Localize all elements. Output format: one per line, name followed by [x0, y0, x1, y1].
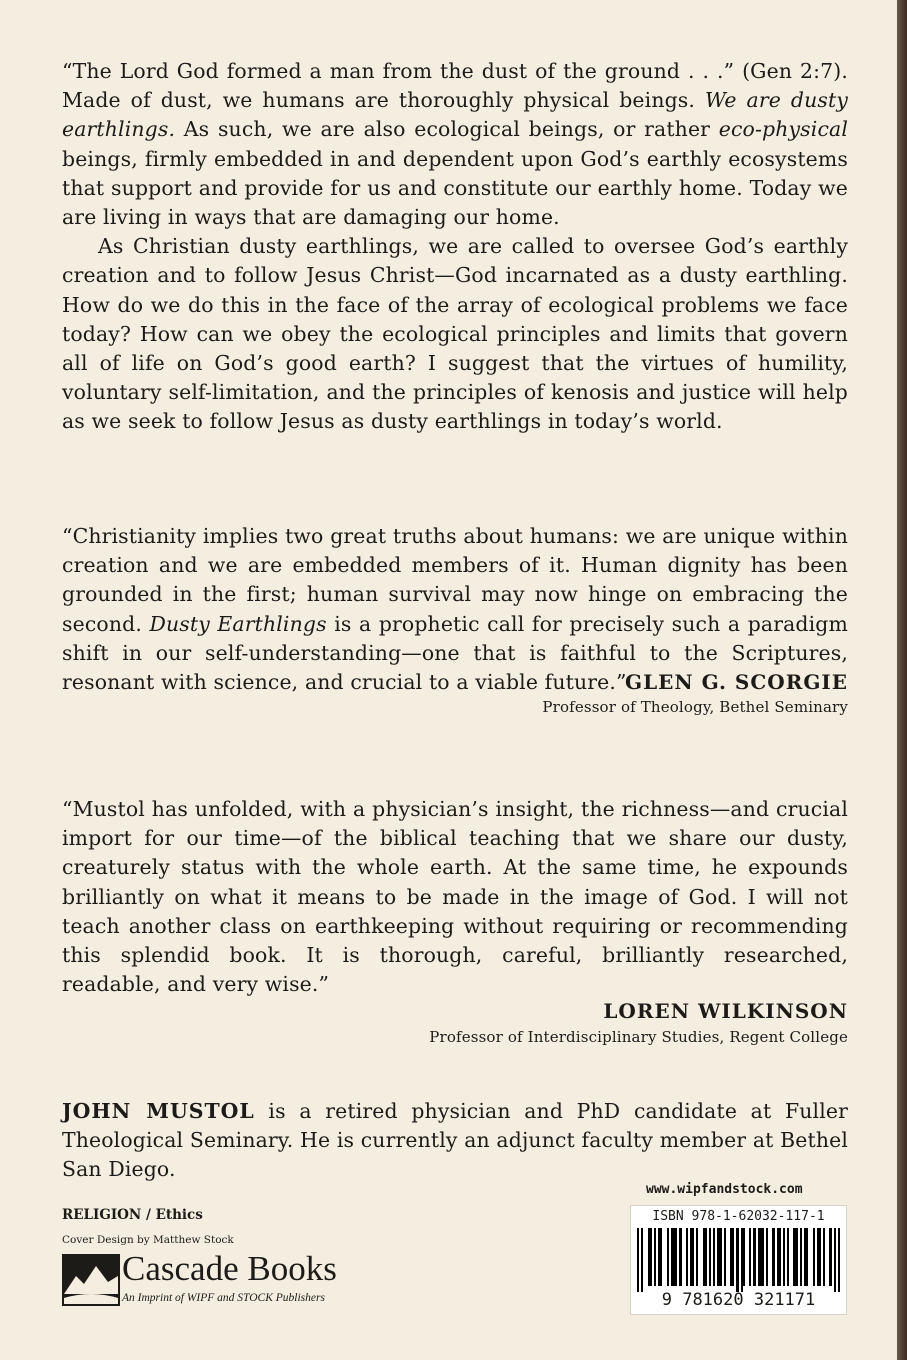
- endorser-affiliation: Professor of Interdisciplinary Studies, Regent College: [429, 1027, 848, 1046]
- barcode-bar: [736, 1228, 738, 1292]
- cover-edge: [897, 0, 907, 1360]
- barcode-bar: [696, 1228, 698, 1286]
- barcode-bar: [787, 1228, 789, 1286]
- endorser-name: GLEN G. SCORGIE: [624, 670, 848, 695]
- barcode-bar: [641, 1228, 643, 1292]
- barcode-bar: [749, 1228, 751, 1286]
- barcode-bar: [772, 1228, 774, 1286]
- barcode-bar: [800, 1228, 802, 1286]
- barcode-bar: [675, 1228, 677, 1286]
- barcode-bar: [732, 1228, 734, 1286]
- category-label: RELIGION / Ethics: [62, 1207, 203, 1223]
- barcode-bar: [806, 1228, 808, 1286]
- barcode-bar: [660, 1228, 662, 1286]
- barcode-bar: [762, 1228, 764, 1286]
- intro-paragraph-1: “The Lord God formed a man from the dust of the ground . . .” (Gen 2:7). Made of dust, we humans are thoroughly physical beings. We are dusty earthlings. As such, we are also ecological beings, or rather eco-physical beings, firmly embedded in and dependent upon God’s earthly ecosystems that support and provide for us and constitute our earthly home. Today we are living in ways that are damaging our home.: [62, 59, 848, 230]
- barcode-bar: [779, 1228, 781, 1286]
- barcode-bar: [679, 1228, 681, 1286]
- publisher-imprint: An Imprint of WIPF and STOCK Publishers: [122, 1292, 325, 1304]
- barcode-digits: 9 781620 321171: [661, 1290, 816, 1310]
- barcode-bar: [813, 1228, 815, 1286]
- endorser-affiliation: Professor of Theology, Bethel Seminary: [542, 698, 848, 717]
- barcode-bar: [796, 1228, 798, 1286]
- barcode-bar: [667, 1228, 669, 1286]
- author-bio-text: is a retired physician and PhD candidate at Fuller Theological Seminary. He is currently an adjunct faculty member at Bethel San Diego.: [62, 1099, 848, 1182]
- barcode-bar: [823, 1228, 825, 1286]
- cover-design-credit: Cover Design by Matthew Stock: [62, 1234, 234, 1246]
- publisher-logo: [62, 1249, 382, 1312]
- mountain-logo-icon: [62, 1254, 120, 1306]
- intro-section: [62, 57, 848, 437]
- barcode-bar: [637, 1228, 639, 1292]
- barcode-bar: [724, 1228, 726, 1286]
- barcode: [630, 1205, 847, 1315]
- barcode-bar: [686, 1228, 688, 1286]
- barcode-bar: [819, 1228, 821, 1286]
- barcode-bar: [713, 1228, 715, 1286]
- author-bio: [62, 1097, 848, 1185]
- endorsement-quote: “Christianity implies two great truths about humans: we are unique within creation and we are embedded members of it. Human dignity has been grounded in the first; human survival may now hinge on embracing the second. Dusty Earthlings is a prophetic call for precisely such a paradigm shift in our self-understanding—one that is faithful to the Scriptures, resonant with science, and crucial to a viable future.”: [62, 524, 848, 695]
- endorsement-wilkinson: [62, 795, 848, 1047]
- barcode-bar: [654, 1228, 656, 1286]
- endorsement-scorgie: [62, 522, 848, 717]
- barcode-bar: [766, 1228, 768, 1286]
- endorser-name: LOREN WILKINSON: [603, 999, 848, 1024]
- barcode-bar: [743, 1228, 745, 1286]
- barcode-bar: [719, 1228, 721, 1286]
- isbn-text: ISBN 978-1-62032-117-1: [652, 1209, 825, 1224]
- barcode-bar: [705, 1228, 707, 1286]
- author-name: JOHN MUSTOL: [62, 1099, 255, 1123]
- barcode-bar: [783, 1228, 785, 1286]
- publisher-name: Cascade Books: [122, 1249, 337, 1288]
- barcode-bar: [829, 1228, 831, 1286]
- barcode-bar: [834, 1228, 836, 1292]
- barcode-bar: [753, 1228, 755, 1286]
- intro-paragraph-2: As Christian dusty earthlings, we are called to oversee God’s earthly creation and to follow Jesus Christ—God incarnated as a dusty earthling. How do we do this in the face of the array of ecological problems we face today? How can we obey the ecological principles and limits that govern all of life on God’s good earth? I suggest that the virtues of humility, voluntary self-limitation, and the principles of kenosis and justice will help as we seek to follow Jesus as dusty earthlings in today’s world.: [62, 234, 848, 434]
- barcode-bars: [637, 1228, 840, 1292]
- barcode-bar: [709, 1228, 711, 1286]
- barcode-bar: [692, 1228, 694, 1286]
- barcode-bar: [650, 1228, 652, 1286]
- website-url: www.wipfandstock.com: [646, 1182, 803, 1197]
- endorsement-quote: “Mustol has unfolded, with a physician’s insight, the richness—and crucial import for our time—of the biblical teaching that we share our dusty, creaturely status with the whole earth. At the same time, he expounds brilliantly on what it means to be made in the image of God. I will not teach another class on earthkeeping without requiring or recommending this splendid book. It is thorough, careful, brilliantly researched, readable, and very wise.”: [62, 797, 848, 997]
- barcode-bar: [838, 1228, 840, 1292]
